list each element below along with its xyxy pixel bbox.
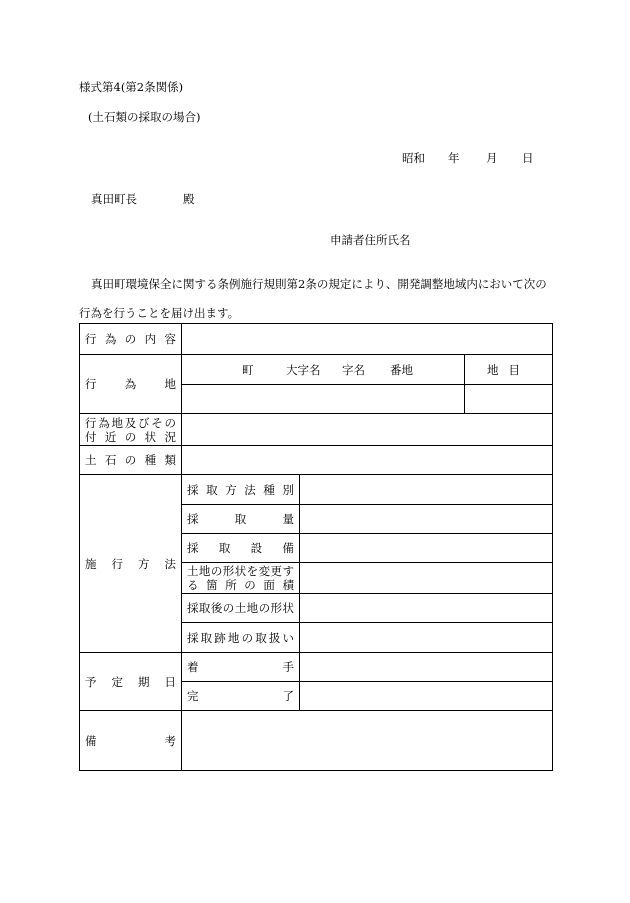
addressee-honorific: 殿	[183, 192, 195, 206]
body-text: 真田町環境保全に関する条例施行規則第2条の規定により、開発調整地域内において次の行為を行うことを届け出ます。	[79, 277, 547, 320]
label-land-category: 地目	[465, 355, 553, 385]
label-activity-content: 行為の内容	[80, 324, 182, 355]
label-surroundings	[80, 414, 182, 446]
label-schedule: 予定期日	[80, 653, 182, 711]
date-day: 日	[522, 151, 534, 165]
label-changed-area-line1: 土地の形状を変更す	[187, 564, 294, 578]
label-post-shape: 採取後の土地の形状	[182, 594, 300, 623]
label-extraction-equipment: 採取設備	[182, 534, 300, 563]
table-row	[80, 711, 553, 771]
table-row	[80, 475, 553, 505]
addressee	[91, 191, 195, 207]
label-end: 完了	[182, 682, 300, 711]
date-month: 月	[486, 151, 498, 165]
label-location: 行為地	[80, 355, 182, 414]
label-remarks: 備考	[80, 711, 182, 771]
label-method: 施行方法	[80, 475, 182, 653]
field-surroundings[interactable]	[182, 414, 553, 446]
applicant-label: 申請者住所氏名	[330, 233, 411, 247]
date-era: 昭和	[402, 151, 425, 165]
label-extraction-amount: 採取量	[182, 505, 300, 534]
field-end[interactable]	[300, 682, 553, 711]
form-subtitle: (土石類の採取の場合)	[88, 110, 201, 124]
field-site-handling[interactable]	[300, 623, 553, 653]
application-table	[79, 323, 553, 771]
field-extraction-amount[interactable]	[300, 505, 553, 534]
date-year: 年	[448, 151, 460, 165]
label-start: 着手	[182, 653, 300, 682]
field-remarks[interactable]	[182, 711, 553, 771]
location-aza: 字名	[342, 362, 365, 377]
date-line	[402, 150, 534, 166]
label-soil-type: 土石の種類	[80, 446, 182, 475]
label-changed-area-line2: る箇所の面積	[187, 578, 294, 592]
label-surroundings-line1: 行為地及びその	[85, 415, 176, 430]
table-row	[80, 653, 553, 682]
field-changed-area[interactable]	[300, 563, 553, 594]
table-row	[80, 446, 553, 475]
table-row	[80, 355, 553, 385]
field-soil-type[interactable]	[182, 446, 553, 475]
field-extraction-equipment[interactable]	[300, 534, 553, 563]
location-oaza: 大字名	[286, 362, 321, 377]
location-header	[182, 355, 465, 385]
label-changed-area	[182, 563, 300, 594]
label-site-handling: 採取跡地の取扱い	[182, 623, 300, 653]
field-land-category[interactable]	[465, 385, 553, 414]
table-row	[80, 324, 553, 355]
field-start[interactable]	[300, 653, 553, 682]
form-title: 様式第4(第2条関係)	[79, 80, 184, 94]
location-banchi: 番地	[390, 362, 413, 377]
label-surroundings-line2: 付近の状況	[85, 429, 176, 444]
field-extraction-type[interactable]	[300, 475, 553, 505]
field-activity-content[interactable]	[182, 324, 553, 355]
label-extraction-type: 採取方法種別	[182, 475, 300, 505]
location-town: 町	[242, 362, 254, 377]
field-post-shape[interactable]	[300, 594, 553, 623]
addressee-name: 真田町長	[91, 192, 137, 206]
field-location[interactable]	[182, 385, 465, 414]
table-row	[80, 414, 553, 446]
